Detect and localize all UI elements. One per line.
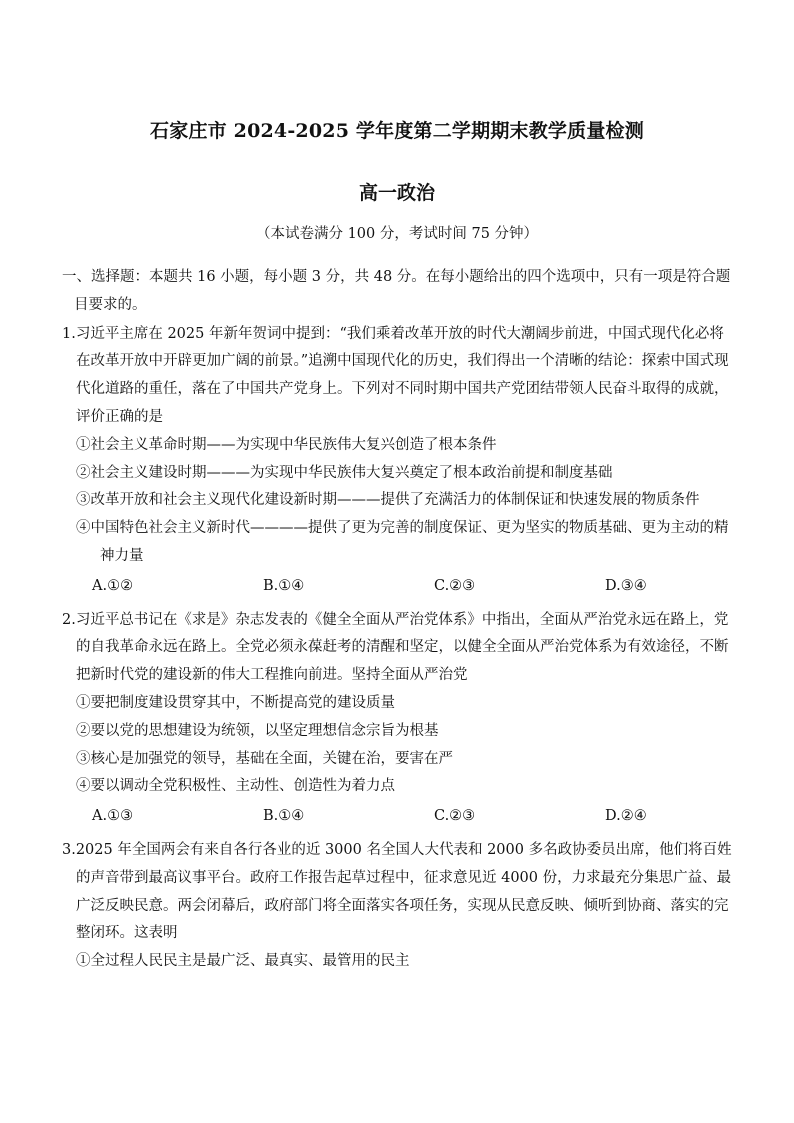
question-stem: 3.2025 年全国两会有来自各行各业的近 3000 名全国人大代表和 2000 多名政协委员出席，他们将百姓的声音带到最高议事平台。政府工作报告起草过程中，征求意见近 4000 份，力求最充分集思广益、最广泛反映民意。两会闭幕后，政府部门将全面落实各项任务，实现从民意反映、倾听到协商、落实的完整闭环。这表明	[62, 841, 732, 942]
statement-option: ③核心是加强党的领导，基础在全面，关键在治，要害在严	[76, 750, 453, 767]
statement-option: ②要以党的思想建设为统领，以坚定理想信念宗旨为根基	[76, 722, 439, 739]
exam-title: 石家庄市 2024-2025 学年度第二学期期末教学质量检测	[150, 120, 644, 142]
exam-subject: 高一政治	[358, 182, 435, 204]
statement-option: ①要把制度建设贯穿其中，不断提高党的建设质量	[76, 694, 395, 711]
answer-choice-d: D.②④	[605, 808, 647, 825]
answer-choice-a: A.①③	[92, 808, 134, 825]
statement-option: ④中国特色社会主义新时代————提供了更为完善的制度保证、更为坚实的物质基础、更为主动的精神力量	[76, 520, 729, 564]
question-stem: 1.习近平主席在 2025 年新年贺词中提到：“我们乘着改革开放的时代大潮阔步前进，中国式现代化必将在改革开放中开辟更加广阔的前景。”追溯中国现代化的历史，我们得出一个清晰的结论：探索中国式现代化道路的重任，落在了中国共产党身上。下列对不同时期中国共产党团结带领人民奋斗取得的成就，评价正确的是	[62, 325, 729, 425]
answer-choice-b: B.①④	[263, 808, 305, 825]
answer-choice-d: D.③④	[605, 577, 647, 594]
answer-choices	[62, 573, 732, 601]
statement-option: ③改革开放和社会主义现代化建设新时期———提供了充满活力的体制保证和快速发展的物质条件	[76, 492, 700, 509]
answer-choice-c: C.②③	[434, 808, 476, 825]
statement-option: ②社会主义建设时期———为实现中华民族伟大复兴奠定了根本政治前提和制度基础	[76, 464, 613, 481]
question-stem: 2.习近平总书记在《求是》杂志发表的《健全全面从严治党体系》中指出，全面从严治党永远在路上，党的自我革命永远在路上。全党必须永葆赶考的清醒和坚定，以健全全面从严治党体系为有效途径，不断把新时代党的建设新的伟大工程推向前进。坚持全面从严治党	[62, 611, 729, 684]
statement-option: ①全过程人民民主是最广泛、最真实、最管用的民主	[76, 953, 410, 970]
answer-choice-c: C.②③	[434, 577, 476, 594]
exam-content	[62, 264, 732, 976]
section-heading: 一、选择题：本题共 16 小题，每小题 3 分，共 48 分。在每小题给出的四个选项中，只有一项是符合题目要求的。	[62, 269, 731, 313]
question-2	[62, 607, 732, 831]
answer-choice-a: A.①②	[92, 577, 134, 594]
statement-option: ①社会主义革命时期——为实现中华民族伟大复兴创造了根本条件	[76, 436, 497, 453]
question-3	[62, 837, 732, 976]
question-1	[62, 321, 732, 601]
answer-choice-b: B.①④	[263, 577, 305, 594]
statement-option: ④要以调动全党积极性、主动性、创造性为着力点	[76, 778, 395, 795]
answer-choices	[62, 803, 732, 831]
exam-note: （本试卷满分 100 分，考试时间 75 分钟）	[255, 226, 539, 242]
